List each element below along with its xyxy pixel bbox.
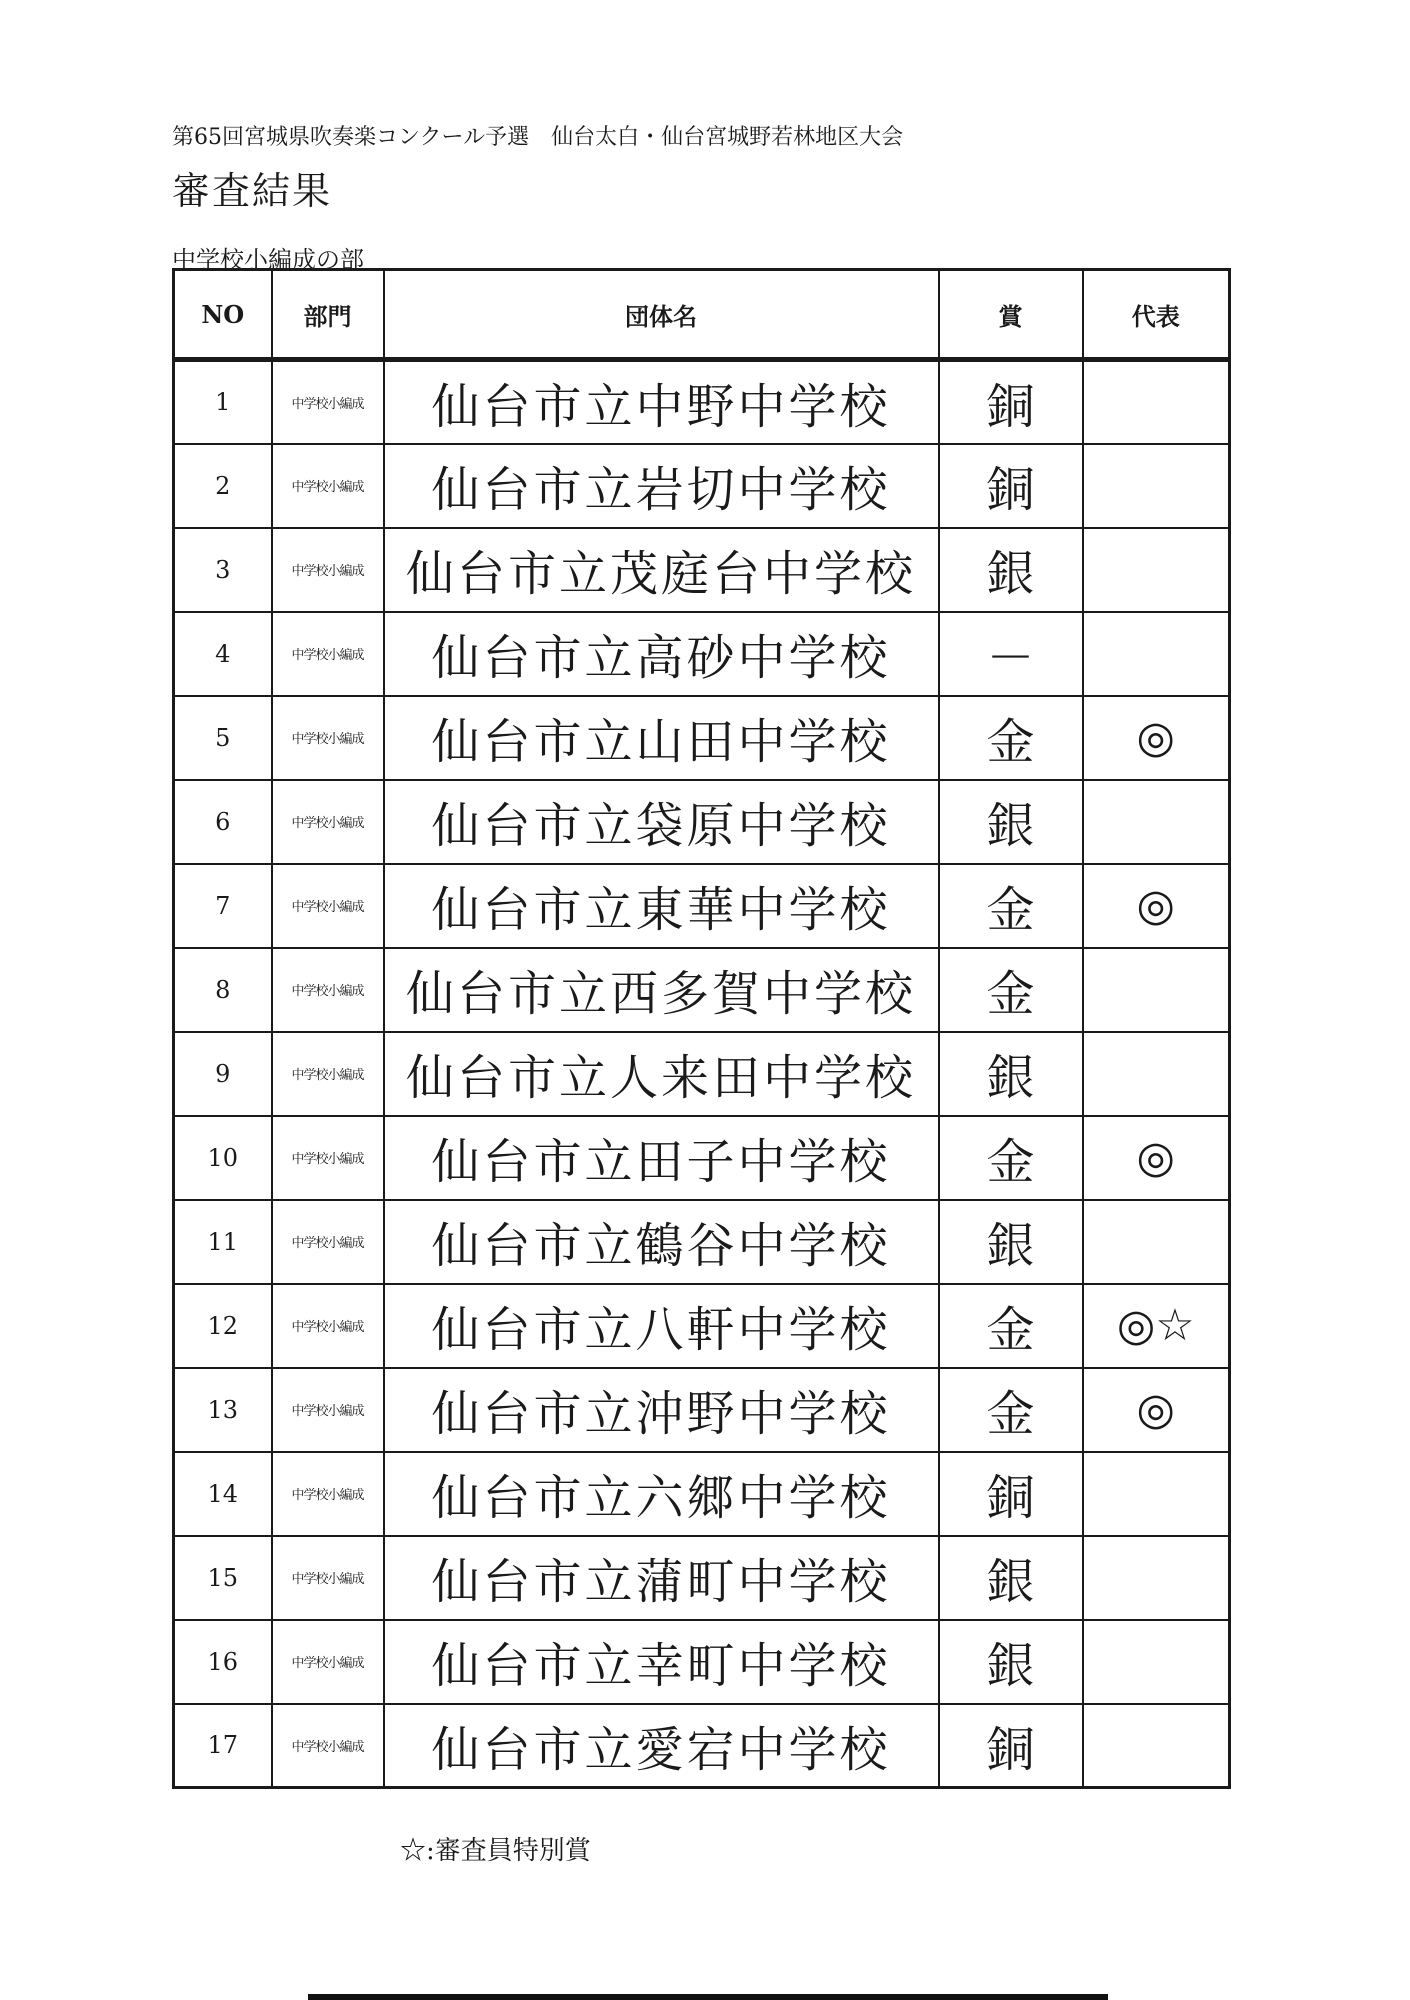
row-school-name: 仙台市立愛宕中学校 — [384, 1704, 939, 1788]
row-school-name: 仙台市立西多賀中学校 — [384, 948, 939, 1032]
row-no: 10 — [174, 1116, 272, 1200]
row-no: 15 — [174, 1536, 272, 1620]
table-row — [174, 1200, 1230, 1284]
row-award: 銀 — [939, 1620, 1083, 1704]
table-row — [174, 1116, 1230, 1200]
row-school-name: 仙台市立蒲町中学校 — [384, 1536, 939, 1620]
row-dept: 中学校小編成 — [272, 360, 384, 444]
row-school-name: 仙台市立高砂中学校 — [384, 612, 939, 696]
row-dept: 中学校小編成 — [272, 444, 384, 528]
header-dept: 部門 — [272, 270, 384, 360]
row-school-name: 仙台市立山田中学校 — [384, 696, 939, 780]
table-header-row — [174, 270, 1230, 360]
table-row — [174, 948, 1230, 1032]
row-no: 5 — [174, 696, 272, 780]
header-award: 賞 — [939, 270, 1083, 360]
section-title: 中学校小編成の部 — [172, 246, 364, 274]
row-no: 6 — [174, 780, 272, 864]
page-title: 審査結果 — [172, 169, 333, 213]
table-row — [174, 1704, 1230, 1788]
table-row — [174, 1452, 1230, 1536]
row-award: 銅 — [939, 1452, 1083, 1536]
row-representative: ◎ — [1083, 1116, 1230, 1200]
row-representative — [1083, 528, 1230, 612]
table-row — [174, 360, 1230, 444]
row-representative — [1083, 1200, 1230, 1284]
row-no: 3 — [174, 528, 272, 612]
row-no: 4 — [174, 612, 272, 696]
row-award: 銀 — [939, 1536, 1083, 1620]
row-award: 銅 — [939, 360, 1083, 444]
table-row — [174, 528, 1230, 612]
row-school-name: 仙台市立沖野中学校 — [384, 1368, 939, 1452]
table-row — [174, 612, 1230, 696]
table-row — [174, 696, 1230, 780]
row-representative — [1083, 1620, 1230, 1704]
row-dept: 中学校小編成 — [272, 1452, 384, 1536]
header-name: 団体名 — [384, 270, 939, 360]
table-row — [174, 780, 1230, 864]
row-representative: ◎ — [1083, 1368, 1230, 1452]
row-no: 7 — [174, 864, 272, 948]
row-award: 銅 — [939, 444, 1083, 528]
row-dept: 中学校小編成 — [272, 696, 384, 780]
row-award: 金 — [939, 1116, 1083, 1200]
row-school-name: 仙台市立中野中学校 — [384, 360, 939, 444]
row-school-name: 仙台市立田子中学校 — [384, 1116, 939, 1200]
results-table — [172, 268, 1231, 1789]
row-school-name: 仙台市立六郷中学校 — [384, 1452, 939, 1536]
row-award: 銀 — [939, 1032, 1083, 1116]
row-no: 8 — [174, 948, 272, 1032]
row-dept: 中学校小編成 — [272, 864, 384, 948]
row-representative — [1083, 1452, 1230, 1536]
header-no: NO — [174, 270, 272, 360]
row-representative — [1083, 444, 1230, 528]
row-representative — [1083, 1536, 1230, 1620]
table-body — [174, 360, 1230, 1788]
table-row — [174, 864, 1230, 948]
row-school-name: 仙台市立岩切中学校 — [384, 444, 939, 528]
row-dept: 中学校小編成 — [272, 528, 384, 612]
row-no: 14 — [174, 1452, 272, 1536]
row-no: 17 — [174, 1704, 272, 1788]
row-dept: 中学校小編成 — [272, 1536, 384, 1620]
row-dept: 中学校小編成 — [272, 1368, 384, 1452]
row-no: 16 — [174, 1620, 272, 1704]
row-representative: ◎ — [1083, 696, 1230, 780]
row-award: 金 — [939, 864, 1083, 948]
row-school-name: 仙台市立人来田中学校 — [384, 1032, 939, 1116]
table-row — [174, 444, 1230, 528]
table-row — [174, 1536, 1230, 1620]
row-dept: 中学校小編成 — [272, 1620, 384, 1704]
row-award: 金 — [939, 948, 1083, 1032]
table-row — [174, 1284, 1230, 1368]
row-dept: 中学校小編成 — [272, 1032, 384, 1116]
table-row — [174, 1032, 1230, 1116]
row-no: 1 — [174, 360, 272, 444]
row-representative — [1083, 360, 1230, 444]
row-no: 11 — [174, 1200, 272, 1284]
row-representative — [1083, 612, 1230, 696]
row-award: 銀 — [939, 780, 1083, 864]
row-dept: 中学校小編成 — [272, 1200, 384, 1284]
row-award: 銀 — [939, 1200, 1083, 1284]
row-award: － — [939, 612, 1083, 696]
row-dept: 中学校小編成 — [272, 1704, 384, 1788]
row-representative: ◎☆ — [1083, 1284, 1230, 1368]
row-award: 銀 — [939, 528, 1083, 612]
table-row — [174, 1368, 1230, 1452]
row-no: 12 — [174, 1284, 272, 1368]
row-no: 13 — [174, 1368, 272, 1452]
row-representative — [1083, 780, 1230, 864]
row-dept: 中学校小編成 — [272, 612, 384, 696]
footnote: ☆:審査員特別賞 — [400, 1836, 591, 1866]
row-dept: 中学校小編成 — [272, 1116, 384, 1200]
row-dept: 中学校小編成 — [272, 780, 384, 864]
row-school-name: 仙台市立鶴谷中学校 — [384, 1200, 939, 1284]
row-representative — [1083, 1704, 1230, 1788]
event-title: 第65回宮城県吹奏楽コンクール予選 仙台太白・仙台宮城野若林地区大会 — [172, 125, 904, 150]
row-school-name: 仙台市立東華中学校 — [384, 864, 939, 948]
header-rep: 代表 — [1083, 270, 1230, 360]
row-representative — [1083, 948, 1230, 1032]
row-award: 銅 — [939, 1704, 1083, 1788]
row-school-name: 仙台市立茂庭台中学校 — [384, 528, 939, 612]
row-no: 2 — [174, 444, 272, 528]
row-award: 金 — [939, 1284, 1083, 1368]
row-school-name: 仙台市立八軒中学校 — [384, 1284, 939, 1368]
row-dept: 中学校小編成 — [272, 948, 384, 1032]
table-row — [174, 1620, 1230, 1704]
row-no: 9 — [174, 1032, 272, 1116]
row-school-name: 仙台市立袋原中学校 — [384, 780, 939, 864]
row-award: 金 — [939, 696, 1083, 780]
row-representative — [1083, 1032, 1230, 1116]
scan-edge-line — [308, 1994, 1108, 2000]
row-award: 金 — [939, 1368, 1083, 1452]
row-representative: ◎ — [1083, 864, 1230, 948]
row-school-name: 仙台市立幸町中学校 — [384, 1620, 939, 1704]
row-dept: 中学校小編成 — [272, 1284, 384, 1368]
